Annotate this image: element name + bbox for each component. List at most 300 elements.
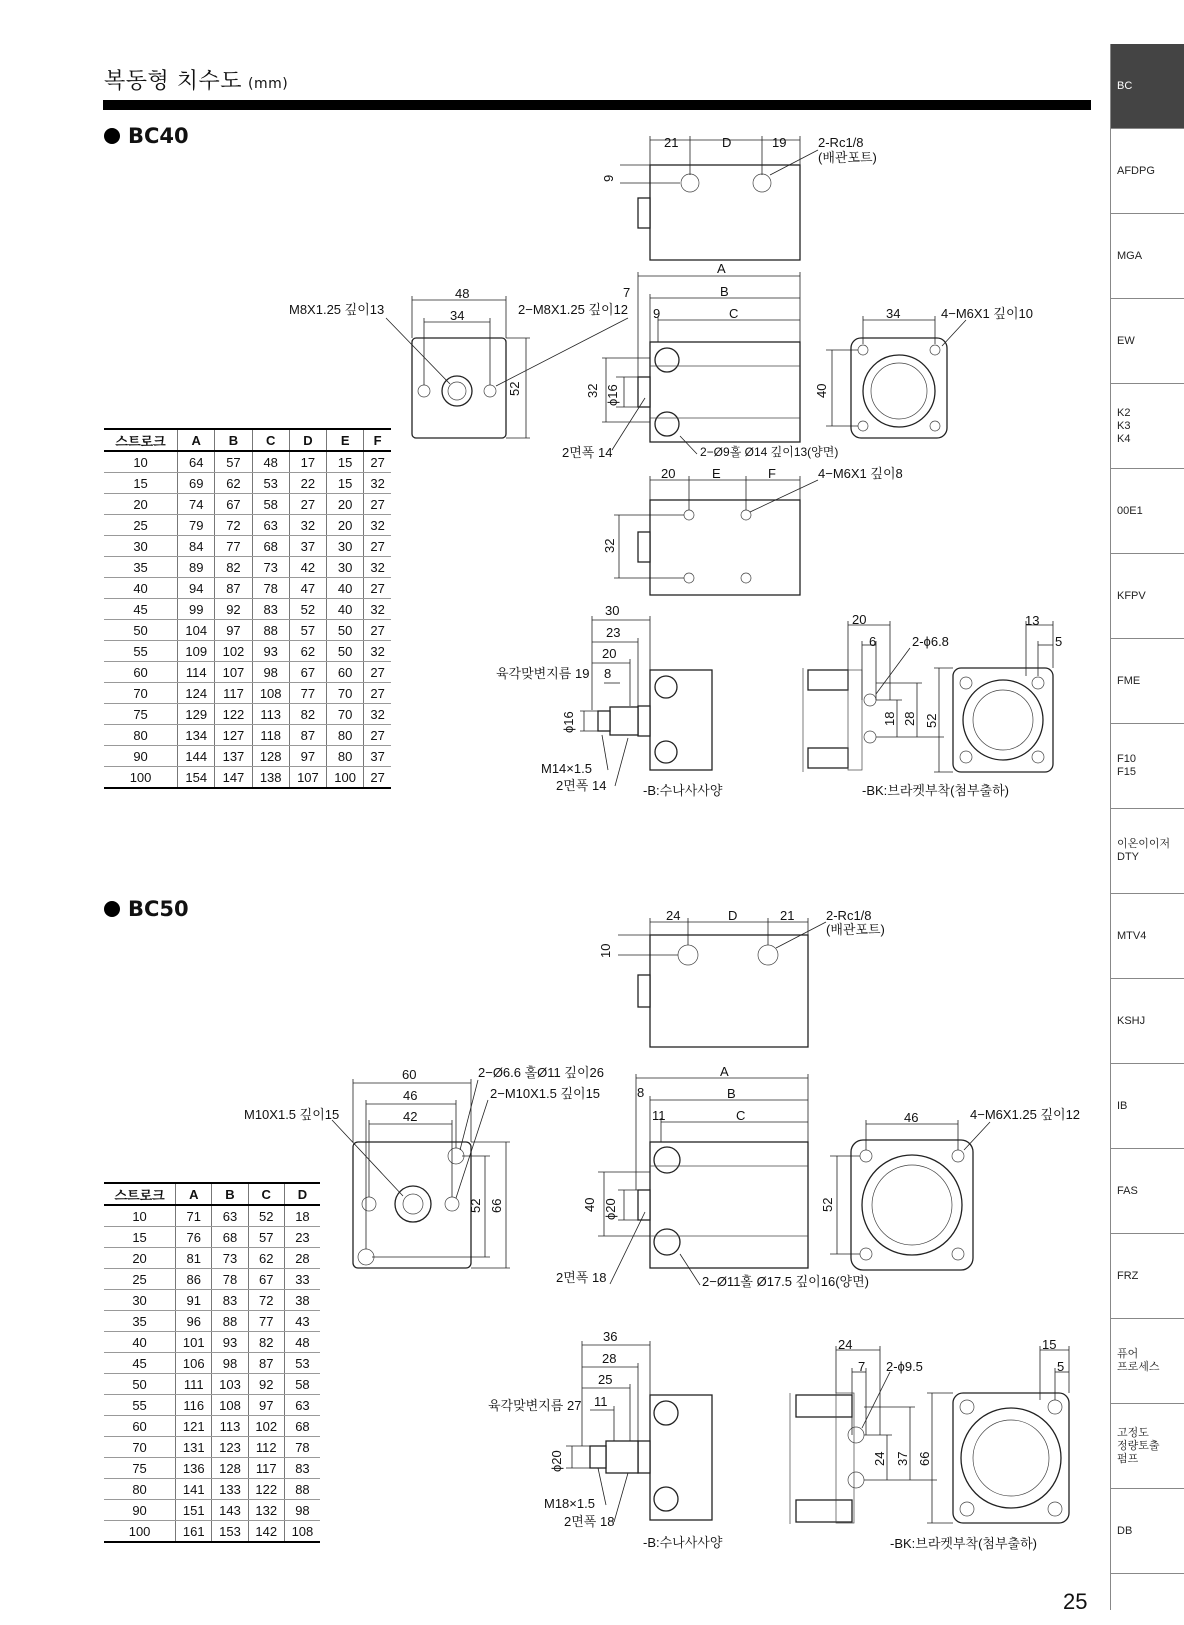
table-cell: 128 [212,1458,248,1479]
table-cell: 122 [248,1479,284,1500]
table-cell: 154 [178,767,215,789]
sidebar-tab[interactable]: IB [1111,1064,1184,1149]
dim-label: 8 [637,1085,645,1100]
callout-label: 2−Ø6.6 홀Ø11 깊이26 [478,1065,604,1080]
callout-label: 육각맞변지름 19 [496,666,590,681]
callout-label: 2면폭 18 [556,1270,607,1285]
dim-label: 28 [902,711,917,726]
table-cell: 143 [212,1500,248,1521]
table-cell: 108 [212,1395,248,1416]
dim-label: 46 [904,1110,919,1125]
sidebar-tab[interactable]: K2 K3 K4 [1111,384,1184,469]
dim-label: 20 [852,612,867,627]
table-cell: 20 [327,494,364,515]
table-cell: 58 [252,494,289,515]
table-cell: 57 [289,620,326,641]
dim-label: C [736,1108,746,1123]
table-cell: 32 [364,704,391,725]
table-cell: 116 [176,1395,212,1416]
table-cell: 75 [104,704,178,725]
dim-label: 25 [598,1372,613,1387]
table-cell: 50 [327,620,364,641]
table-cell: 50 [327,641,364,662]
dim-label: ϕ16 [561,711,576,733]
column-header: 스트로크 [104,1183,176,1205]
callout-label: 4−M6X1 깊이8 [818,466,903,481]
table-cell: 67 [248,1269,284,1290]
callout-label: 육각맞변지름 27 [488,1398,582,1413]
table-cell: 57 [248,1227,284,1248]
table-cell: 48 [284,1332,320,1353]
bc40-front-view [386,296,628,438]
column-header: B [212,1183,248,1205]
dim-label: 21 [780,908,795,923]
table-cell: 28 [284,1248,320,1269]
table-cell: 52 [289,599,326,620]
dim-label: 28 [602,1351,617,1366]
dim-label: 34 [450,308,465,323]
table-cell: 127 [215,725,252,746]
table-cell: 48 [252,451,289,473]
table-cell: 128 [252,746,289,767]
table-cell: 53 [252,473,289,494]
table-cell: 40 [327,578,364,599]
dim-label: 21 [664,135,679,150]
column-header: E [327,429,364,451]
table-cell: 63 [252,515,289,536]
bc50-front-view [332,1079,510,1268]
column-header: B [215,429,252,451]
table-cell: 73 [212,1248,248,1269]
table-cell: 55 [104,1395,176,1416]
dim-label: 23 [606,625,621,640]
dim-label: 20 [661,466,676,481]
table-cell: 118 [252,725,289,746]
bc50-rear-view [830,1120,990,1270]
table-cell: 136 [176,1458,212,1479]
table-cell: 27 [364,683,391,704]
table-cell: 32 [364,557,391,578]
table-cell: 17 [289,451,326,473]
table-cell: 84 [178,536,215,557]
column-header: C [248,1183,284,1205]
section-heading-bc50: BC50 [104,897,189,921]
table-cell: 80 [327,746,364,767]
table-cell: 99 [178,599,215,620]
table-cell: 20 [104,494,178,515]
callout-label: 2면폭 18 [564,1514,615,1529]
table-cell: 63 [284,1395,320,1416]
dim-label: 52 [507,381,522,396]
dim-label: F [768,466,776,481]
table-cell: 80 [104,725,178,746]
catalog-sidebar [1110,44,1184,1610]
table-cell: 109 [178,641,215,662]
table-cell: 53 [284,1353,320,1374]
table-cell: 63 [212,1205,248,1227]
table-cell: 97 [248,1395,284,1416]
bc50-top-view [618,918,826,1047]
dim-label: 13 [1025,613,1040,628]
table-cell: 27 [364,620,391,641]
bc40-side-view [602,272,800,454]
callout-label: M10X1.5 깊이15 [244,1107,340,1122]
table-cell: 70 [104,683,178,704]
dim-label: 66 [489,1198,504,1213]
table-cell: 98 [284,1500,320,1521]
table-cell: 87 [289,725,326,746]
table-cell: 74 [178,494,215,515]
column-header: A [178,429,215,451]
table-cell: 10 [104,451,178,473]
table-cell: 20 [327,515,364,536]
dim-label: 32 [602,538,617,553]
callout-label: 4−M6X1 깊이10 [941,306,1033,321]
table-cell: 124 [178,683,215,704]
table-cell: 94 [178,578,215,599]
sidebar-tab[interactable]: 퓨어 프로세스 [1111,1319,1184,1404]
table-cell: 131 [176,1437,212,1458]
sidebar-tab[interactable]: AFDPG [1111,129,1184,214]
sidebar-tab[interactable]: FAS [1111,1149,1184,1234]
sidebar-tab[interactable]: DB [1111,1489,1184,1574]
table-cell: 67 [289,662,326,683]
dim-label: 10 [598,943,613,958]
dim-label: 24 [666,908,681,923]
callout-label: (배관포트) [826,922,885,937]
table-cell: 40 [327,599,364,620]
table-cell: 112 [248,1437,284,1458]
table-cell: 104 [178,620,215,641]
callout-label: 2-ϕ9.5 [886,1359,923,1374]
table-cell: 20 [104,1248,176,1269]
dim-label: 40 [582,1197,597,1212]
dim-label: ϕ16 [605,384,620,406]
table-cell: 117 [248,1458,284,1479]
table-cell: 153 [212,1521,248,1543]
table-cell: 113 [212,1416,248,1437]
table-cell: 32 [289,515,326,536]
sidebar-tab[interactable]: F10 F15 [1111,724,1184,809]
table-cell: 50 [104,1374,176,1395]
callout-label: 2-ϕ6.8 [912,634,949,649]
sidebar-tab[interactable]: 고정도 정량토출 펌프 [1111,1404,1184,1489]
table-cell: 27 [364,767,391,789]
table-cell: 78 [284,1437,320,1458]
table-cell: 27 [289,494,326,515]
sidebar-tab[interactable]: FRZ [1111,1234,1184,1319]
table-cell: 100 [104,767,178,789]
table-cell: 87 [248,1353,284,1374]
table-cell: 82 [215,557,252,578]
table-cell: 47 [289,578,326,599]
table-cell: 32 [364,473,391,494]
dim-label: 9 [601,174,616,182]
table-cell: 83 [212,1290,248,1311]
table-cell: 40 [104,1332,176,1353]
table-cell: 78 [252,578,289,599]
title-unit: (mm) [248,76,289,92]
dim-label: 8 [604,666,612,681]
table-cell: 97 [289,746,326,767]
table-cell: 111 [176,1374,212,1395]
dim-label: C [729,306,739,321]
table-cell: 52 [248,1205,284,1227]
column-header: D [284,1183,320,1205]
table-cell: 73 [252,557,289,578]
table-cell: 117 [215,683,252,704]
dim-label: 42 [403,1109,418,1124]
table-cell: 98 [252,662,289,683]
sidebar-tab[interactable]: FME [1111,639,1184,724]
dim-label: 5 [1057,1359,1065,1374]
sidebar-tab[interactable]: 00E1 [1111,469,1184,554]
table-cell: 93 [252,641,289,662]
table-cell: 42 [289,557,326,578]
table-cell: 60 [104,1416,176,1437]
table-cell: 45 [104,599,178,620]
dim-label: 60 [402,1067,417,1082]
page-number: 25 [1063,1589,1088,1614]
callout-label: M8X1.25 깊이13 [289,302,385,317]
callout-label: 2−Ø9홀 Ø14 깊이13(양면) [700,445,839,459]
table-cell: 123 [212,1437,248,1458]
callout-label: 2−M8X1.25 깊이12 [518,302,629,317]
callout-label: 2면폭 14 [556,778,607,793]
sidebar-tab[interactable]: 이온이이저 DTY [1111,809,1184,894]
table-cell: 18 [284,1205,320,1227]
dim-label: D [728,908,738,923]
table-cell: 138 [252,767,289,789]
sidebar-tab[interactable]: EW [1111,299,1184,384]
callout-label: M14×1.5 [541,761,592,776]
table-cell: 92 [215,599,252,620]
dim-label: 7 [623,285,631,300]
dim-label: A [717,261,726,276]
sidebar-tab[interactable]: MGA [1111,214,1184,299]
dim-label: D [722,135,732,150]
table-cell: 15 [104,473,178,494]
table-cell: 64 [178,451,215,473]
table-cell: 23 [284,1227,320,1248]
table-cell: 88 [284,1479,320,1500]
table-cell: 101 [176,1332,212,1353]
table-cell: 70 [104,1437,176,1458]
table-cell: 102 [248,1416,284,1437]
table-cell: 102 [215,641,252,662]
callout-label: 4−M6X1.25 깊이12 [970,1107,1081,1122]
callout-label: 2면폭 14 [562,445,613,460]
dim-label: 15 [1042,1337,1057,1352]
table-cell: 33 [284,1269,320,1290]
column-header: A [176,1183,212,1205]
table-cell: 83 [252,599,289,620]
table-cell: 27 [364,536,391,557]
table-cell: 96 [176,1311,212,1332]
table-cell: 82 [289,704,326,725]
dim-label: E [712,466,721,481]
table-cell: 90 [104,1500,176,1521]
table-cell: 80 [327,725,364,746]
table-cell: 93 [212,1332,248,1353]
table-cell: 100 [327,767,364,789]
table-cell: 88 [212,1311,248,1332]
dim-label: 6 [869,634,877,649]
table-cell: 133 [212,1479,248,1500]
table-cell: 79 [178,515,215,536]
table-cell: 122 [215,704,252,725]
table-cell: 45 [104,1353,176,1374]
dim-label: 32 [585,383,600,398]
table-cell: 87 [215,578,252,599]
table-cell: 30 [327,536,364,557]
callout-label: 2−M10X1.5 깊이15 [490,1086,601,1101]
dim-label: 52 [468,1198,483,1213]
table-cell: 15 [327,451,364,473]
table-cell: 68 [252,536,289,557]
sidebar-tab[interactable]: KFPV [1111,554,1184,639]
table-cell: 35 [104,557,178,578]
bc50-bracket-view [790,1346,1069,1524]
table-cell: 27 [364,494,391,515]
dim-label: 9 [653,306,661,321]
bc40-bottom-view [614,476,818,595]
table-cell: 86 [176,1269,212,1290]
sidebar-tab[interactable]: BC [1111,44,1184,129]
table-cell: 37 [289,536,326,557]
bc50-side-view [598,1074,808,1285]
table-cell: 92 [248,1374,284,1395]
section-heading-bc40: BC40 [104,124,189,148]
table-cell: 27 [364,662,391,683]
table-cell: 129 [178,704,215,725]
dim-label: 46 [403,1088,418,1103]
table-cell: 77 [215,536,252,557]
sidebar-tab[interactable]: KSHJ [1111,979,1184,1064]
callout-label: 2-Rc1/8 [826,908,872,923]
table-cell: 69 [178,473,215,494]
dim-label: B [727,1086,736,1101]
table-cell: 62 [248,1248,284,1269]
table-cell: 81 [176,1248,212,1269]
table-cell: 108 [252,683,289,704]
table-cell: 141 [176,1479,212,1500]
dim-label: 11 [652,1108,666,1123]
table-cell: 161 [176,1521,212,1543]
table-cell: 121 [176,1416,212,1437]
dim-label: ϕ20 [603,1198,618,1220]
table-cell: 62 [215,473,252,494]
dim-label: A [720,1064,729,1079]
table-cell: 30 [104,536,178,557]
table-cell: 15 [104,1227,176,1248]
dim-label: 18 [882,711,897,726]
bc40-top-view [620,136,818,260]
table-cell: 114 [178,662,215,683]
table-cell: 71 [176,1205,212,1227]
table-cell: 70 [327,683,364,704]
table-cell: 30 [327,557,364,578]
table-cell: 151 [176,1500,212,1521]
dim-label: 11 [594,1394,608,1409]
table-cell: 134 [178,725,215,746]
table-cell: 137 [215,746,252,767]
table-cell: 107 [215,662,252,683]
bc50-male-thread-view [566,1341,712,1522]
column-header: C [252,429,289,451]
dim-label: 40 [814,383,829,398]
dim-label: 52 [924,713,939,728]
callout-label: 2-Rc1/8 [818,135,864,150]
sidebar-tab[interactable]: MTV4 [1111,894,1184,979]
table-cell: 68 [212,1227,248,1248]
table-cell: 100 [104,1521,176,1543]
table-cell: 62 [289,641,326,662]
callout-label: 2−Ø11홀 Ø17.5 깊이16(양면) [702,1274,869,1289]
caption-label: -BK:브라켓부착(첨부출하) [862,783,1009,798]
column-header: D [289,429,326,451]
table-cell: 25 [104,515,178,536]
table-cell: 27 [364,578,391,599]
table-cell: 76 [176,1227,212,1248]
table-cell: 37 [364,746,391,767]
table-cell: 50 [104,620,178,641]
table-cell: 78 [212,1269,248,1290]
table-cell: 32 [364,515,391,536]
dim-label: 19 [772,135,787,150]
dim-label: 52 [820,1197,835,1212]
table-cell: 35 [104,1311,176,1332]
table-cell: 68 [284,1416,320,1437]
table-cell: 77 [248,1311,284,1332]
table-cell: 107 [289,767,326,789]
table-cell: 70 [327,704,364,725]
dim-label: 48 [455,286,470,301]
dim-label: 5 [1055,634,1063,649]
dim-label: 37 [895,1451,910,1466]
dim-label: 24 [872,1451,887,1466]
table-cell: 32 [364,599,391,620]
table-cell: 15 [327,473,364,494]
table-cell: 132 [248,1500,284,1521]
table-cell: 113 [252,704,289,725]
caption-label: -B:수나사사양 [643,1535,723,1550]
column-header: F [364,429,391,451]
table-cell: 77 [289,683,326,704]
table-cell: 97 [215,620,252,641]
table-cell: 38 [284,1290,320,1311]
table-cell: 72 [248,1290,284,1311]
table-cell: 90 [104,746,178,767]
table-cell: 57 [215,451,252,473]
bc40-rear-view [826,316,966,438]
callout-label: (배관포트) [818,150,877,165]
table-cell: 144 [178,746,215,767]
dim-label: 34 [886,306,901,321]
table-cell: 106 [176,1353,212,1374]
column-header: 스트로크 [104,429,178,451]
caption-label: -BK:브라켓부착(첨부출하) [890,1536,1037,1551]
dim-label: 36 [603,1329,618,1344]
table-cell: 72 [215,515,252,536]
callout-label: M18×1.5 [544,1496,595,1511]
table-cell: 32 [364,641,391,662]
table-cell: 88 [252,620,289,641]
table-cell: 75 [104,1458,176,1479]
dim-label: ϕ20 [549,1450,564,1472]
table-cell: 89 [178,557,215,578]
dim-label: 66 [917,1451,932,1466]
